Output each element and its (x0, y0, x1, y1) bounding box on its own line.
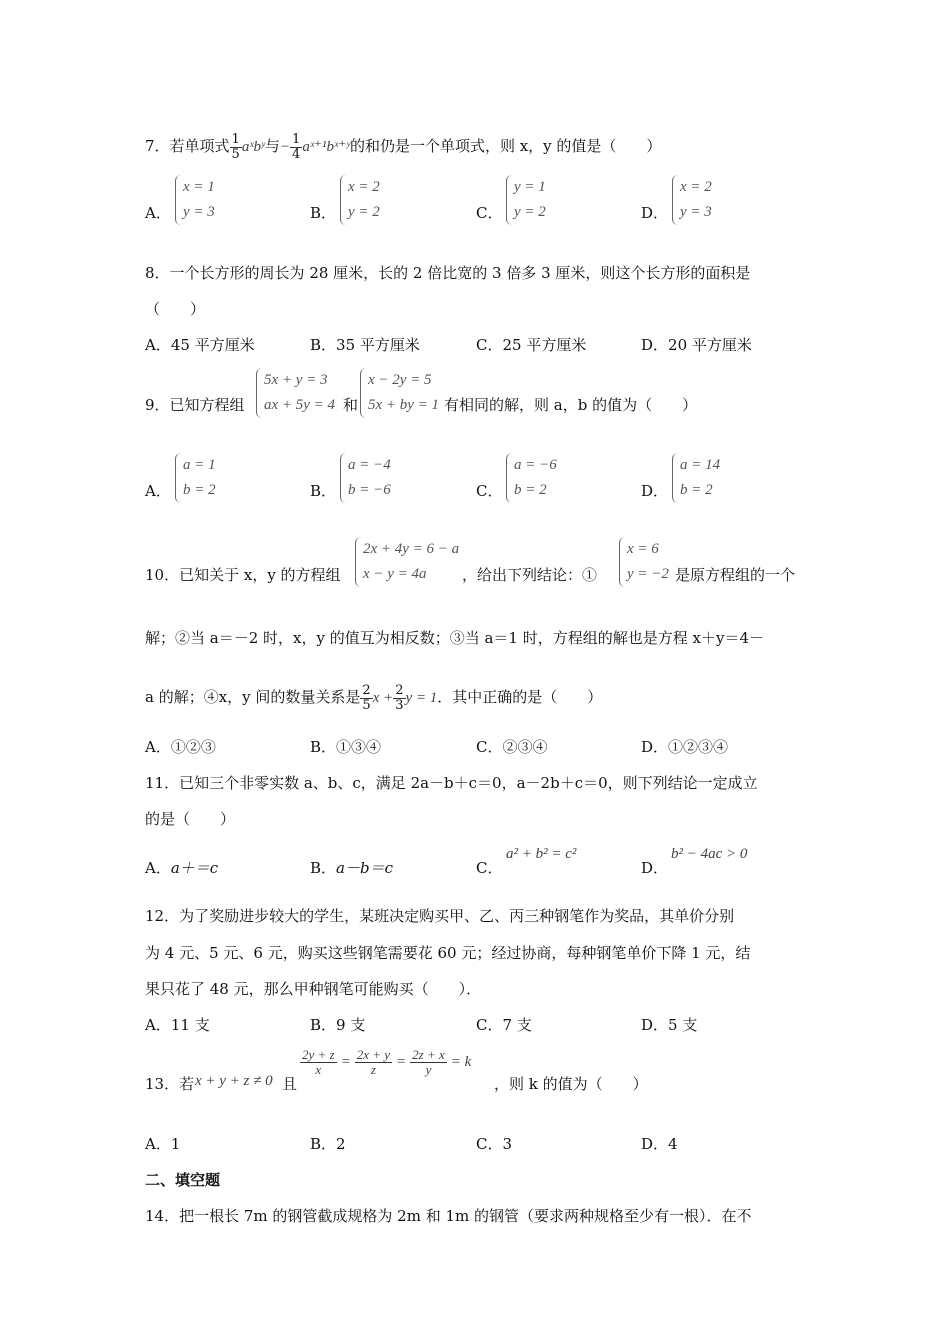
q13-frac1-num: 2y + z (302, 1047, 335, 1062)
q10-frac2-den: 3 (395, 697, 404, 713)
q9-system-2 (360, 368, 439, 418)
q7-option-d-system (672, 175, 712, 225)
q10-option-d[interactable]: D．①②③④ (641, 738, 729, 756)
q13-option-d[interactable]: D．4 (641, 1135, 678, 1153)
q12-line3: 果只花了 48 元，那么甲种钢笔可能购买（ ）． (145, 980, 482, 998)
q9-c-eq2: b = 2 (514, 482, 547, 498)
q10-frac2-num: 2 (395, 683, 404, 698)
q13-frac2-den: z (370, 1061, 376, 1077)
q7-d-eq1: x = 2 (680, 179, 712, 195)
q10-frac-1 (360, 684, 372, 712)
q9-option-d-system (672, 453, 720, 503)
q9-suffix: 有相同的解，则 a，b 的值为（ ） (444, 396, 698, 414)
q13-fraction-chain (300, 1048, 471, 1076)
q7-b-eq1: x = 2 (348, 179, 380, 195)
q13-option-b[interactable]: B．2 (310, 1135, 346, 1153)
q13-frac-1 (300, 1048, 337, 1076)
q7-frac-2 (290, 133, 302, 161)
q8-option-b[interactable]: B．35 平方厘米 (310, 336, 420, 354)
q7-frac-1 (230, 133, 242, 161)
q10-frac-2 (393, 684, 405, 712)
q9-option-b-label[interactable]: B． (310, 482, 337, 500)
q10-mid: ，给出下列结论：① (462, 566, 598, 584)
q11-option-d-label[interactable]: D． (641, 859, 669, 877)
q11-b-label: B． (310, 859, 337, 877)
q10-line2: 解；②当 a＝－2 时，x，y 的值互为相反数；③当 a＝1 时，方程组的解也是方程 x＋y＝4－ (145, 629, 764, 647)
q7-frac1-num: 1 (231, 132, 240, 147)
q7-mono1-term: aˣbʸ (241, 139, 265, 156)
q7-frac2-den: 4 (292, 146, 301, 162)
q8-line2: （ ） (145, 300, 206, 318)
q9-sys1-eq2: ax + 5y = 4 (264, 397, 336, 413)
q9-b-eq1: a = −4 (348, 457, 391, 473)
q7-a-eq1: x = 1 (183, 179, 215, 195)
q8-option-c[interactable]: C．25 平方厘米 (476, 336, 587, 354)
q11-a-text: a＋＝c (170, 859, 219, 877)
q9-option-a-label[interactable]: A． (145, 482, 171, 500)
q10-option-a[interactable]: A．①②③ (145, 738, 216, 756)
q7-option-b-system (340, 175, 380, 225)
q10-frac1-num: 2 (362, 683, 371, 698)
q11-line2: 的是（ ） (145, 810, 236, 828)
q13-option-c[interactable]: C．3 (476, 1135, 513, 1153)
q9-sys2-eq2: 5x + by = 1 (368, 397, 440, 413)
q7-mid: 与 (264, 137, 280, 156)
q10-sys-eq1: 2x + 4y = 6 − a (363, 541, 460, 557)
q9-b-eq2: b = −6 (348, 482, 391, 498)
q14-line1: 14．把一根长 7m 的钢管截成规格为 2m 和 1m 的钢管（要求两种规格至少有一根）．在不 (145, 1207, 752, 1225)
q13-frac-3 (410, 1048, 447, 1076)
q7-option-b-label[interactable]: B． (310, 204, 337, 222)
q7-option-c-system (506, 175, 546, 225)
q11-option-a[interactable] (145, 861, 218, 876)
q9-mid: 和 (343, 396, 359, 414)
q13-frac2-num: 2x + y (356, 1047, 391, 1062)
q10-option-b[interactable]: B．①③④ (310, 738, 382, 756)
q13-condition: x + y + z ≠ 0 (195, 1073, 273, 1089)
q7-frac1-den: 5 (231, 146, 240, 162)
q11-option-c-label[interactable]: C． (476, 859, 503, 877)
q9-a-eq2: b = 2 (183, 482, 216, 498)
q11-option-c-formula: a² + b² = c² (506, 846, 577, 862)
q10-sys-eq2: x − y = 4a (363, 566, 427, 582)
q9-sys1-eq1: 5x + y = 3 (264, 372, 328, 388)
q13-eq-1: = (340, 1053, 351, 1070)
q7-stem (145, 133, 661, 161)
q9-prefix: 9．已知方程组 (145, 396, 245, 414)
q13-frac3-den: y (425, 1061, 432, 1077)
q13-eq-2: = (396, 1053, 407, 1070)
q13-frac1-den: x (315, 1061, 322, 1077)
q13-frac-2 (355, 1048, 392, 1076)
q13-suffix: ，则 k 的值为（ ） (494, 1075, 648, 1093)
q10-after: 是原方程组的一个 (675, 566, 796, 584)
q9-d-eq2: b = 2 (680, 482, 713, 498)
q10-sol-eq1: x = 6 (627, 541, 659, 557)
q11-a-label: A． (145, 859, 171, 877)
q7-mono2-term: aˣ⁺¹bˣ⁺ʸ (302, 139, 350, 156)
q8-line1: 8．一个长方形的周长为 28 厘米，长的 2 倍比宽的 3 倍多 3 厘米，则这个长方形的面积是 (145, 264, 751, 282)
q7-c-eq1: y = 1 (514, 179, 546, 195)
q9-option-b-system (340, 453, 391, 503)
q10-solution (619, 537, 669, 587)
q10-y-term: y = 1 (405, 690, 438, 707)
q7-option-a-system (175, 175, 215, 225)
q9-option-c-label[interactable]: C． (476, 482, 503, 500)
q10-option-c[interactable]: C．②③④ (476, 738, 548, 756)
q10-x-term: x + (372, 690, 394, 707)
q12-option-c[interactable]: C．7 支 (476, 1016, 532, 1034)
q12-option-d[interactable]: D．5 支 (641, 1016, 698, 1034)
q11-line1: 11．已知三个非零实数 a、b、c，满足 2a－b＋c＝0，a－2b＋c＝0，则下列结论一定成立 (145, 774, 758, 792)
q8-option-d[interactable]: D．20 平方厘米 (641, 336, 752, 354)
q10-line3 (145, 684, 602, 712)
q7-a-eq2: y = 3 (183, 204, 215, 220)
q12-option-b[interactable]: B．9 支 (310, 1016, 366, 1034)
q12-line1: 12．为了奖励进步较大的学生，某班决定购买甲、乙、丙三种钢笔作为奖品，其单价分别 (145, 907, 735, 925)
q9-system-1 (256, 368, 335, 418)
q10-prefix: 10．已知关于 x，y 的方程组 (145, 566, 341, 584)
q13-prefix: 13．若 (145, 1075, 195, 1093)
q7-option-c-label[interactable]: C． (476, 204, 503, 222)
q7-frac2-num: 1 (292, 132, 301, 147)
q7-mono2-sign: − (279, 139, 291, 156)
q9-d-eq1: a = 14 (680, 457, 721, 473)
q9-a-eq1: a = 1 (183, 457, 216, 473)
q12-line2: 为 4 元、5 元、6 元，购买这些钢笔需要花 60 元；经过协商，每种钢笔单价下降 1 元，结 (145, 944, 751, 962)
q7-option-a-label[interactable]: A． (145, 204, 171, 222)
q7-prefix: 7．若单项式 (145, 137, 230, 156)
q13-option-a[interactable]: A．1 (145, 1135, 181, 1153)
q11-option-b[interactable] (310, 861, 393, 876)
q9-sys2-eq1: x − 2y = 5 (368, 372, 432, 388)
q13-k: = k (450, 1053, 472, 1070)
q10-frac1-den: 5 (362, 697, 371, 713)
q13-frac3-num: 2z + x (412, 1047, 445, 1062)
q7-d-eq2: y = 3 (680, 204, 712, 220)
q9-option-a-system (175, 453, 216, 503)
q12-option-a[interactable]: A．11 支 (145, 1016, 210, 1034)
q7-option-d-label[interactable]: D． (641, 204, 669, 222)
q10-sol-eq2: y = −2 (627, 566, 669, 582)
q9-c-eq1: a = −6 (514, 457, 557, 473)
q11-option-d-formula: b² − 4ac > 0 (671, 846, 748, 862)
q7-b-eq2: y = 2 (348, 204, 380, 220)
q7-suffix: 的和仍是一个单项式，则 x，y 的值是（ ） (349, 137, 662, 156)
q10-line3a: a 的解；④x，y 间的数量关系是 (145, 688, 361, 707)
q10-system (355, 537, 459, 587)
q8-option-a[interactable]: A．45 平方厘米 (145, 336, 255, 354)
q9-option-d-label[interactable]: D． (641, 482, 669, 500)
q10-line3b: ．其中正确的是（ ） (437, 688, 603, 707)
q7-c-eq2: y = 2 (514, 204, 546, 220)
q9-option-c-system (506, 453, 557, 503)
q13-mid: 且 (282, 1075, 298, 1093)
q11-b-text: a－b＝c (336, 859, 393, 877)
section-heading-fill-blank: 二、填空题 (145, 1172, 221, 1189)
